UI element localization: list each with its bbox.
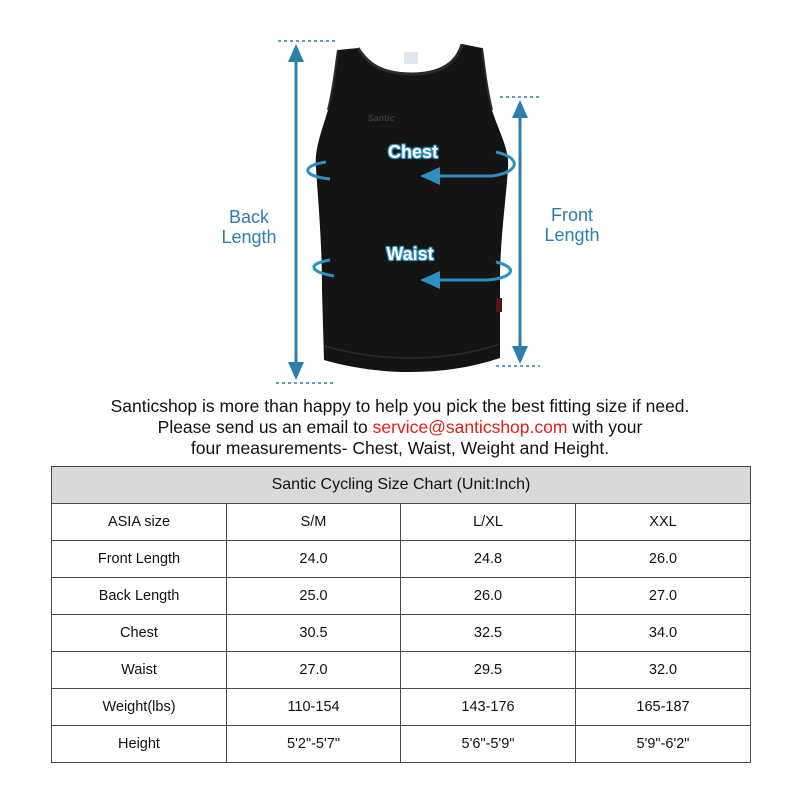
help-line-2-prefix: Please send us an email to [157, 417, 368, 437]
table-cell: 27.0 [227, 652, 401, 689]
help-message [0, 396, 800, 459]
help-line-2 [0, 417, 800, 438]
table-row [52, 504, 751, 541]
size-chart-title-row [52, 467, 751, 504]
chest-label: Chest [387, 142, 438, 162]
front-length-label: Front Length [544, 205, 600, 245]
table-cell: 24.8 [401, 541, 576, 578]
table-cell: 32.0 [576, 652, 751, 689]
table-row [52, 615, 751, 652]
brand-mark: Santic [367, 113, 395, 123]
jersey-illustration [0, 0, 800, 392]
table-cell: 26.0 [576, 541, 751, 578]
table-cell: 5'2"-5'7" [227, 726, 401, 763]
row-label: Front Length [52, 541, 227, 578]
table-cell: 29.5 [401, 652, 576, 689]
table-row [52, 652, 751, 689]
help-line-1: Santicshop is more than happy to help you pick the best fitting size if need. [110, 396, 690, 416]
support-email-link[interactable]: service@santicshop.com [372, 417, 568, 437]
table-cell: 30.5 [227, 615, 401, 652]
size-chart-table [51, 466, 751, 763]
back-length-label: Back Length [221, 207, 277, 247]
table-cell: L/XL [401, 504, 576, 541]
size-chart-title: Santic Cycling Size Chart (Unit:Inch) [52, 467, 751, 504]
table-row [52, 689, 751, 726]
table-row [52, 726, 751, 763]
table-row [52, 541, 751, 578]
row-label: Chest [52, 615, 227, 652]
row-label: Weight(lbs) [52, 689, 227, 726]
table-cell: 26.0 [401, 578, 576, 615]
table-cell: 24.0 [227, 541, 401, 578]
row-label: ASIA size [52, 504, 227, 541]
help-line-2-suffix: with your [572, 417, 643, 437]
row-label: Waist [52, 652, 227, 689]
table-cell: 165-187 [576, 689, 751, 726]
table-cell: 34.0 [576, 615, 751, 652]
table-cell: 110-154 [227, 689, 401, 726]
logo-tag-icon [404, 52, 418, 64]
row-label: Height [52, 726, 227, 763]
table-cell: 32.5 [401, 615, 576, 652]
table-cell: 25.0 [227, 578, 401, 615]
jersey-shape [316, 44, 509, 372]
jersey-measurement-figure [0, 0, 800, 392]
table-cell: 5'9"-6'2" [576, 726, 751, 763]
help-line-3: four measurements- Chest, Waist, Weight and Height. [190, 438, 610, 458]
waist-label: Waist [386, 244, 434, 264]
table-cell: XXL [576, 504, 751, 541]
table-cell: S/M [227, 504, 401, 541]
table-cell: 27.0 [576, 578, 751, 615]
size-chart-body [52, 504, 751, 763]
table-row [52, 578, 751, 615]
row-label: Back Length [52, 578, 227, 615]
table-cell: 143-176 [401, 689, 576, 726]
table-cell: 5'6"-5'9" [401, 726, 576, 763]
